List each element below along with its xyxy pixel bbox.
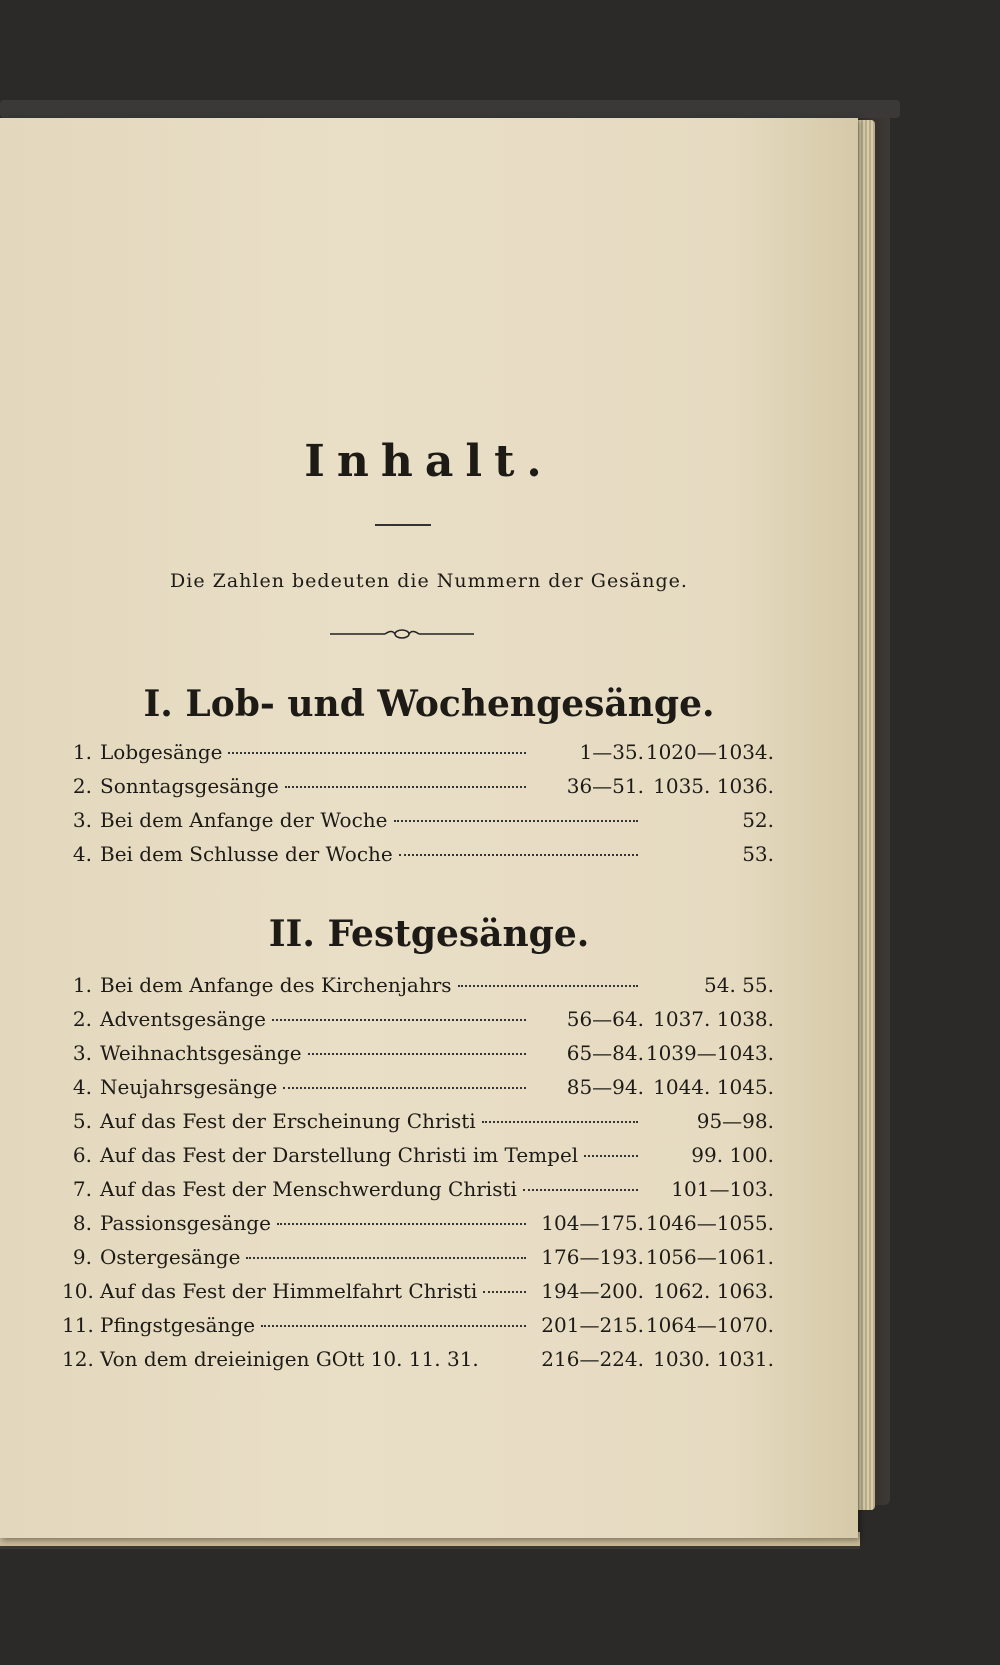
entry-ref-primary: 176—193. [541,1245,644,1269]
toc-entry [62,1177,774,1211]
entry-ref-appendix: 1046—1055. [645,1211,774,1235]
entry-label: Bei dem Schlusse der Woche [100,842,393,866]
entry-label: Ostergesänge [100,1245,241,1269]
entry-ref-appendix: 1039—1043. [645,1041,774,1065]
toc-entry [62,1211,774,1245]
entry-ref-appendix: 101—103. [671,1177,774,1201]
entry-label: Adventsgesänge [100,1007,266,1031]
entry-number: 8. [72,1211,92,1235]
entry-label: Auf das Fest der Himmelfahrt Christi [100,1279,478,1303]
toc-entry [62,1347,774,1381]
entry-label: Lobgesänge [100,740,223,764]
entry-number: 3. [72,808,92,832]
toc-section-2 [62,973,774,1381]
dot-leader [399,854,638,856]
toc-section-1 [62,740,774,876]
entry-label: Auf das Fest der Erscheinung Christi [100,1109,476,1133]
entry-number: 2. [72,1007,92,1031]
section-heading-fest: II. Festgesänge. [268,913,590,955]
toc-entry [62,1313,774,1347]
toc-entry [62,1041,774,1075]
dot-leader [283,1087,526,1089]
entry-number: 10. [62,1279,94,1303]
entry-ref-appendix: 1020—1034. [645,740,774,764]
toc-entry [62,1007,774,1041]
entry-ref-appendix: 53. [742,842,774,866]
dot-leader [458,985,638,987]
entry-number: 11. [62,1313,94,1337]
entry-ref-appendix: 1030. 1031. [653,1347,774,1371]
entry-ref-appendix: 1064—1070. [645,1313,774,1337]
entry-number: 9. [72,1245,92,1269]
toc-entry [62,740,774,774]
entry-ref-primary: 85—94. [566,1075,644,1099]
dot-leader [277,1223,526,1225]
entry-number: 3. [72,1041,92,1065]
entry-label: Bei dem Anfange der Woche [100,808,388,832]
entry-number: 5. [72,1109,92,1133]
entry-ref-primary: 216—224. [541,1347,644,1371]
entry-ref-primary: 56—64. [566,1007,644,1031]
entry-number: 6. [72,1143,92,1167]
toc-entry [62,1109,774,1143]
dot-leader [482,1121,638,1123]
ornament-divider [330,628,474,640]
dot-leader [261,1325,526,1327]
toc-entry [62,1143,774,1177]
entry-label: Von dem dreieinigen GOtt 10. 11. 31. [100,1347,479,1371]
entry-label: Auf das Fest der Menschwerdung Christi [100,1177,517,1201]
entry-number: 4. [72,1075,92,1099]
toc-entry [62,808,774,842]
toc-entry [62,973,774,1007]
toc-entry [62,842,774,876]
section-heading-lob: I. Lob- und Wochengesänge. [143,683,715,725]
entry-label: Auf das Fest der Darstellung Christi im Tempel [100,1143,579,1167]
entry-ref-appendix: 1056—1061. [645,1245,774,1269]
book-cover-top [0,100,900,118]
entry-number: 2. [72,774,92,798]
dot-leader [523,1189,638,1191]
dot-leader [584,1155,638,1157]
entry-label: Bei dem Anfange des Kirchenjahrs [100,973,452,997]
entry-ref-appendix: 95—98. [696,1109,774,1133]
entry-number: 4. [72,842,92,866]
entry-ref-appendix: 1044. 1045. [653,1075,774,1099]
entry-number: 12. [62,1347,94,1371]
book-page [0,118,858,1538]
entry-ref-primary: 1—35. [579,740,644,764]
toc-entry [62,1245,774,1279]
entry-ref-primary: 36—51. [566,774,644,798]
dot-leader [483,1291,526,1293]
entry-ref-primary: 201—215. [541,1313,644,1337]
dot-leader [285,786,526,788]
entry-ref-primary: 104—175. [541,1211,644,1235]
entry-ref-appendix: 54. 55. [704,973,774,997]
entry-ref-appendix: 1037. 1038. [653,1007,774,1031]
entry-ref-appendix: 99. 100. [691,1143,774,1167]
entry-number: 1. [72,740,92,764]
entry-ref-appendix: 1062. 1063. [653,1279,774,1303]
entry-ref-appendix: 1035. 1036. [653,774,774,798]
dot-leader [308,1053,526,1055]
entry-label: Sonntagsgesänge [100,774,279,798]
entry-label: Neujahrsgesänge [100,1075,278,1099]
dot-leader [246,1257,526,1259]
entry-ref-appendix: 52. [742,808,774,832]
page-title: Inhalt. [304,436,554,487]
entry-label: Passionsgesänge [100,1211,271,1235]
entry-label: Weihnachtsgesänge [100,1041,302,1065]
entry-number: 1. [72,973,92,997]
dot-leader [228,752,526,754]
dot-leader [272,1019,526,1021]
toc-entry [62,774,774,808]
entry-ref-primary: 65—84. [566,1041,644,1065]
dot-leader [394,820,639,822]
entry-label: Pfingstgesänge [100,1313,256,1337]
toc-entry [62,1075,774,1109]
toc-entry [62,1279,774,1313]
entry-number: 7. [72,1177,92,1201]
page-subtitle: Die Zahlen bedeuten die Nummern der Gesänge. [170,570,688,592]
entry-ref-primary: 194—200. [541,1279,644,1303]
title-rule [375,524,431,526]
